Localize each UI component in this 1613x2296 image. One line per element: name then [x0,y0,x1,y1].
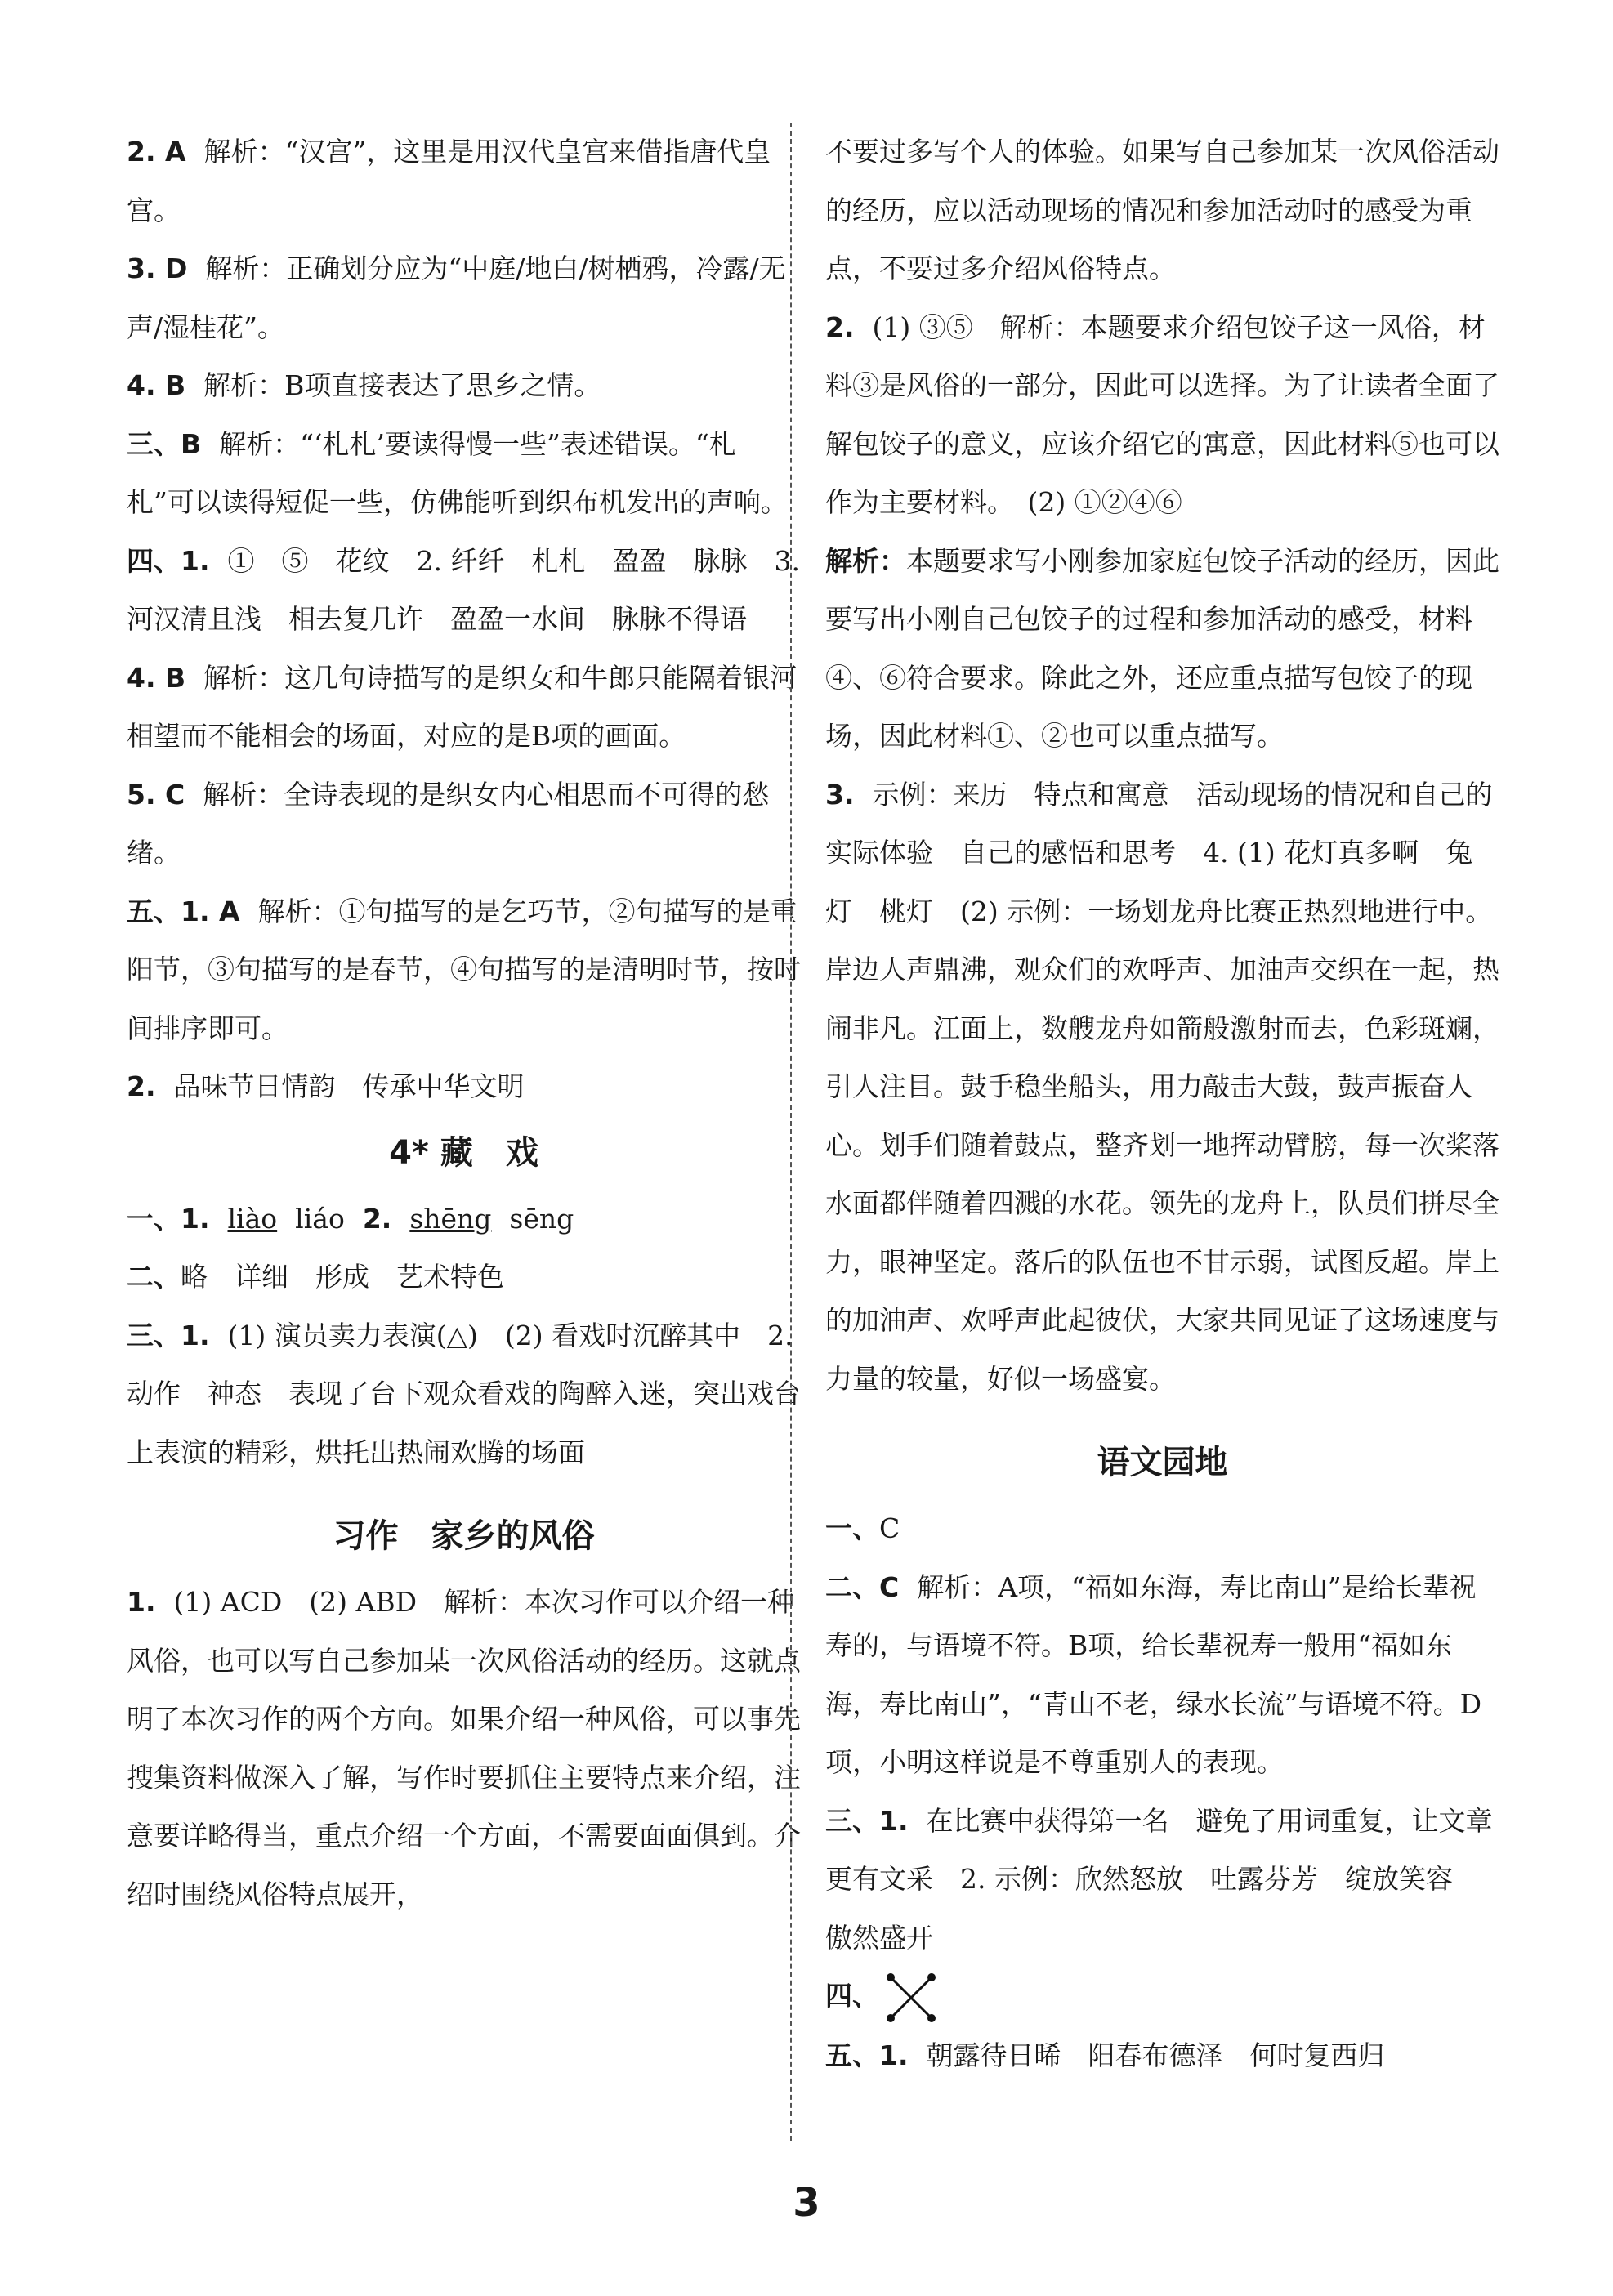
answer-item: 解析：本题要求写小刚参加家庭包饺子活动的经历，因此要写出小刚自己包饺子的过程和参加活动的感受，材料④、⑥符合要求。除此之外，还应重点描写包饺子的现场，因此材料①、②也可以重点描写。 [825,544,1499,752]
answer-item: 2. (1) ③⑤ 解析：本题要求介绍包饺子这一风俗，材料③是风俗的一部分，因此可以选择。为了让读者全面了解包饺子的意义，应该介绍它的寓意，因此材料⑤也可以作为主要材料。 (2) ①②④⑥ [825,310,1499,518]
answer-item: 5. C 解析：全诗表现的是织女内心相思而不可得的愁绪。 [127,778,770,869]
pinyin: sēng [509,1202,574,1235]
answer-item: 一、C [825,1512,900,1544]
answer-item: 三、B 解析：“‘札札’要读得慢一些”表述错误。“札札”可以读得短促一些，仿佛能听到织布机发出的声响。 [127,427,788,518]
section-title-xizuo: 习作 家乡的风俗 [333,1517,595,1555]
answer-item: 四、 [825,1967,1499,2026]
answer-item: 3. D 解析：正确划分应为“中庭/地白/树栖鸦，冷露/无声/湿桂花”。 [127,252,786,343]
column-divider [790,123,792,2141]
answer-item: 一、1. liào liáo 2. shēng sēng [127,1202,574,1235]
answer-item: 3. 示例：来历 特点和寓意 活动现场的情况和自己的实际体验 自己的感悟和思考 4. (1) 花灯真多啊 兔灯 桃灯 (2) 示例：一场划龙舟比赛正热烈地进行中。岸边人声鼎沸，观众们的欢呼声、加油声交织在一起，热闹非凡。江面上，数艘龙舟如箭般激射而去，色彩斑斓，引人注目。鼓手稳坐船头，用力敲击大鼓，鼓声振奋人心。划手们随着鼓点，整齐划一地挥动臂膀，每一次桨落水面都伴随着四溅的水花。领先的龙舟上，队员们拼尽全力，眼神坚定。落后的队伍也不甘示弱，试图反超。岸上的加油声、欢呼声此起彼伏，大家共同见证了这场速度与力量的较量，好似一场盛宴。 [825,778,1499,1395]
answer-item: 二、C 解析：A项，“福如东海，寿比南山”是给长辈祝寿的，与语境不符。B项，给长辈祝寿一般用“福如东海，寿比南山”，“青山不老，绿水长流”与语境不符。D项，小明这样说是不尊重别人的表现。 [825,1570,1482,1778]
pinyin: liào [227,1202,278,1235]
continued-text: 不要过多写个人的体验。如果写自己参加某一次风俗活动的经历，应以活动现场的情况和参加活动时的感受为重点，不要过多介绍风俗特点。 [825,136,1499,284]
left-column [127,123,801,1923]
matching-lines-icon [882,1969,940,2026]
pinyin: liáo [295,1202,345,1235]
section-title-yuwen-yuandi: 语文园地 [1097,1444,1228,1481]
answer-item: 三、1. (1) 演员卖力表演(△) (2) 看戏时沉醉其中 2. 动作 神态 表现了台下观众看戏的陶醉入迷，突出戏台上表演的精彩，烘托出热闹欢腾的场面 [127,1319,801,1468]
answer-item: 五、1. A 解析：①句描写的是乞巧节，②句描写的是重阳节，③句描写的是春节，④句描写的是清明时节，按时间排序即可。 [127,895,801,1044]
section-title-zangxi: 4* 藏 戏 [389,1133,538,1172]
page-number: 3 [793,2180,820,2226]
answer-item: 1. (1) ACD (2) ABD 解析：本次习作可以介绍一种风俗，也可以写自己参加某一次风俗活动的经历。这就点明了本次习作的两个方向。如果介绍一种风俗，可以事先搜集资料做深入了解，写作时要抓住主要特点来介绍，注意要详略得当，重点介绍一个方面，不需要面面俱到。介绍时围绕风俗特点展开， [127,1586,801,1910]
right-column [825,123,1499,2085]
answer-item: 五、1. 朝露待日晞 阳春布德泽 何时复西归 [825,2039,1385,2071]
answer-item: 4. B 解析：这几句诗描写的是织女和牛郎只能隔着银河相望而不能相会的场面，对应的是B项的画面。 [127,661,798,752]
answer-item: 4. B 解析：B项直接表达了思乡之情。 [127,369,601,401]
answer-item: 二、略 详细 形成 艺术特色 [127,1261,504,1293]
answer-item: 2. 品味节日情韵 传承中华文明 [127,1070,525,1102]
pinyin: shēng [409,1202,492,1235]
answer-item: 四、1. ① ⑤ 花纹 2. 纤纤 札札 盈盈 脉脉 3. 河汉清且浅 相去复几许 盈盈一水间 脉脉不得语 [127,544,800,635]
answer-item: 2. A 解析：“汉宫”，这里是用汉代皇宫来借指唐代皇宫。 [127,136,771,226]
answer-item: 三、1. 在比赛中获得第一名 避免了用词重复，让文章更有文采 2. 示例：欣然怒放 吐露芬芳 绽放笑容 傲然盛开 [825,1804,1493,1954]
